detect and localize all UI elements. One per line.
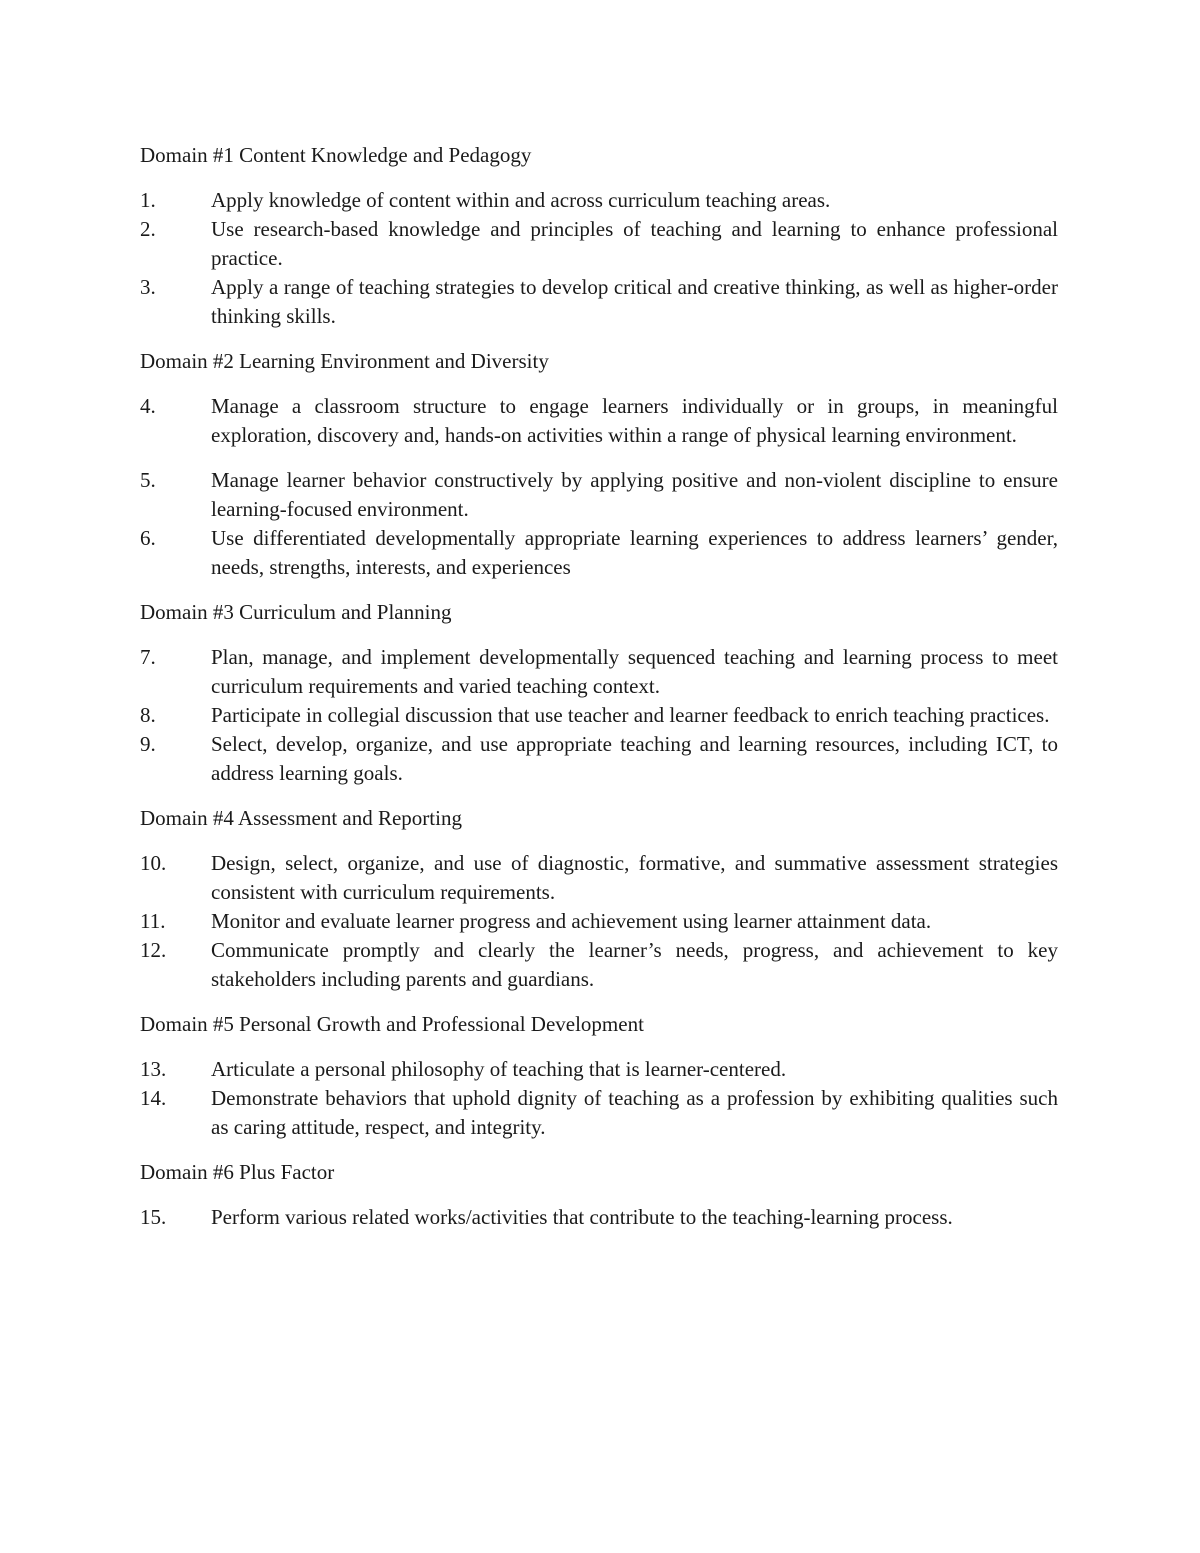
item-number: 10. xyxy=(140,851,167,875)
competency-list xyxy=(140,1055,1058,1142)
domain-section-6 xyxy=(140,1158,1058,1232)
list-item xyxy=(140,701,1058,730)
item-text: Perform various related works/activities that contribute to the teaching-learning process. xyxy=(211,1205,953,1229)
list-item xyxy=(140,186,1058,215)
competency-list xyxy=(140,849,1058,994)
list-item xyxy=(140,907,1058,936)
item-text: Use differentiated developmentally appropriate learning experiences to address learners’ gender, needs, strengths, interests, and experiences xyxy=(211,526,1058,579)
item-text: Participate in collegial discussion that use teacher and learner feedback to enrich teaching practices. xyxy=(211,703,1050,727)
item-text: Monitor and evaluate learner progress and achievement using learner attainment data. xyxy=(211,909,932,933)
domain-heading: Domain #6 Plus Factor xyxy=(140,1160,335,1184)
domain-heading: Domain #1 Content Knowledge and Pedagogy xyxy=(140,143,532,167)
domain-heading: Domain #2 Learning Environment and Diversity xyxy=(140,349,549,373)
item-text: Demonstrate behaviors that uphold dignity of teaching as a profession by exhibiting qualities such as caring attitude, respect, and integrity. xyxy=(211,1086,1058,1139)
domain-section-2 xyxy=(140,347,1058,582)
item-number: 15. xyxy=(140,1205,167,1229)
item-number: 5. xyxy=(140,468,156,492)
item-text: Apply knowledge of content within and across curriculum teaching areas. xyxy=(211,188,831,212)
competency-list xyxy=(140,186,1058,331)
item-number: 13. xyxy=(140,1057,167,1081)
competency-list xyxy=(140,643,1058,788)
item-number: 9. xyxy=(140,732,156,756)
list-item xyxy=(140,849,1058,907)
list-item xyxy=(140,643,1058,701)
domain-heading: Domain #3 Curriculum and Planning xyxy=(140,600,452,624)
item-text: Manage a classroom structure to engage learners individually or in groups, in meaningful exploration, discovery and, hands-on activities within a range of physical learning environment. xyxy=(211,394,1058,447)
item-text: Manage learner behavior constructively by applying positive and non-violent discipline to ensure learning-focused environment. xyxy=(211,468,1058,521)
list-item xyxy=(140,466,1058,524)
item-number: 8. xyxy=(140,703,156,727)
competency-list xyxy=(140,392,1058,582)
list-item xyxy=(140,936,1058,994)
domain-heading: Domain #4 Assessment and Reporting xyxy=(140,806,462,830)
item-number: 11. xyxy=(140,909,166,933)
item-number: 2. xyxy=(140,217,156,241)
item-text: Communicate promptly and clearly the learner’s needs, progress, and achievement to key stakeholders including parents and guardians. xyxy=(211,938,1058,991)
list-item xyxy=(140,524,1058,582)
item-text: Select, develop, organize, and use appropriate teaching and learning resources, including ICT, to address learning goals. xyxy=(211,732,1058,785)
item-number: 3. xyxy=(140,275,156,299)
list-item xyxy=(140,215,1058,273)
list-item xyxy=(140,392,1058,450)
list-item xyxy=(140,273,1058,331)
item-text: Articulate a personal philosophy of teaching that is learner-centered. xyxy=(211,1057,787,1081)
domain-section-1 xyxy=(140,141,1058,331)
list-item xyxy=(140,730,1058,788)
list-item xyxy=(140,1203,1058,1232)
item-number: 6. xyxy=(140,526,156,550)
item-number: 4. xyxy=(140,394,156,418)
competency-list xyxy=(140,1203,1058,1232)
item-text: Design, select, organize, and use of diagnostic, formative, and summative assessment strategies consistent with curriculum requirements. xyxy=(211,851,1058,904)
domain-section-5 xyxy=(140,1010,1058,1142)
domain-section-4 xyxy=(140,804,1058,994)
domain-section-3 xyxy=(140,598,1058,788)
domain-heading: Domain #5 Personal Growth and Professional Development xyxy=(140,1012,644,1036)
item-number: 1. xyxy=(140,188,156,212)
item-text: Apply a range of teaching strategies to develop critical and creative thinking, as well as higher-order thinking skills. xyxy=(211,275,1058,328)
item-text: Use research-based knowledge and principles of teaching and learning to enhance professional practice. xyxy=(211,217,1058,270)
item-number: 12. xyxy=(140,938,167,962)
list-item xyxy=(140,1084,1058,1142)
document-page xyxy=(140,141,1058,1248)
list-item xyxy=(140,1055,1058,1084)
item-number: 7. xyxy=(140,645,156,669)
item-text: Plan, manage, and implement developmentally sequenced teaching and learning process to meet curriculum requirements and varied teaching context. xyxy=(211,645,1058,698)
item-number: 14. xyxy=(140,1086,167,1110)
